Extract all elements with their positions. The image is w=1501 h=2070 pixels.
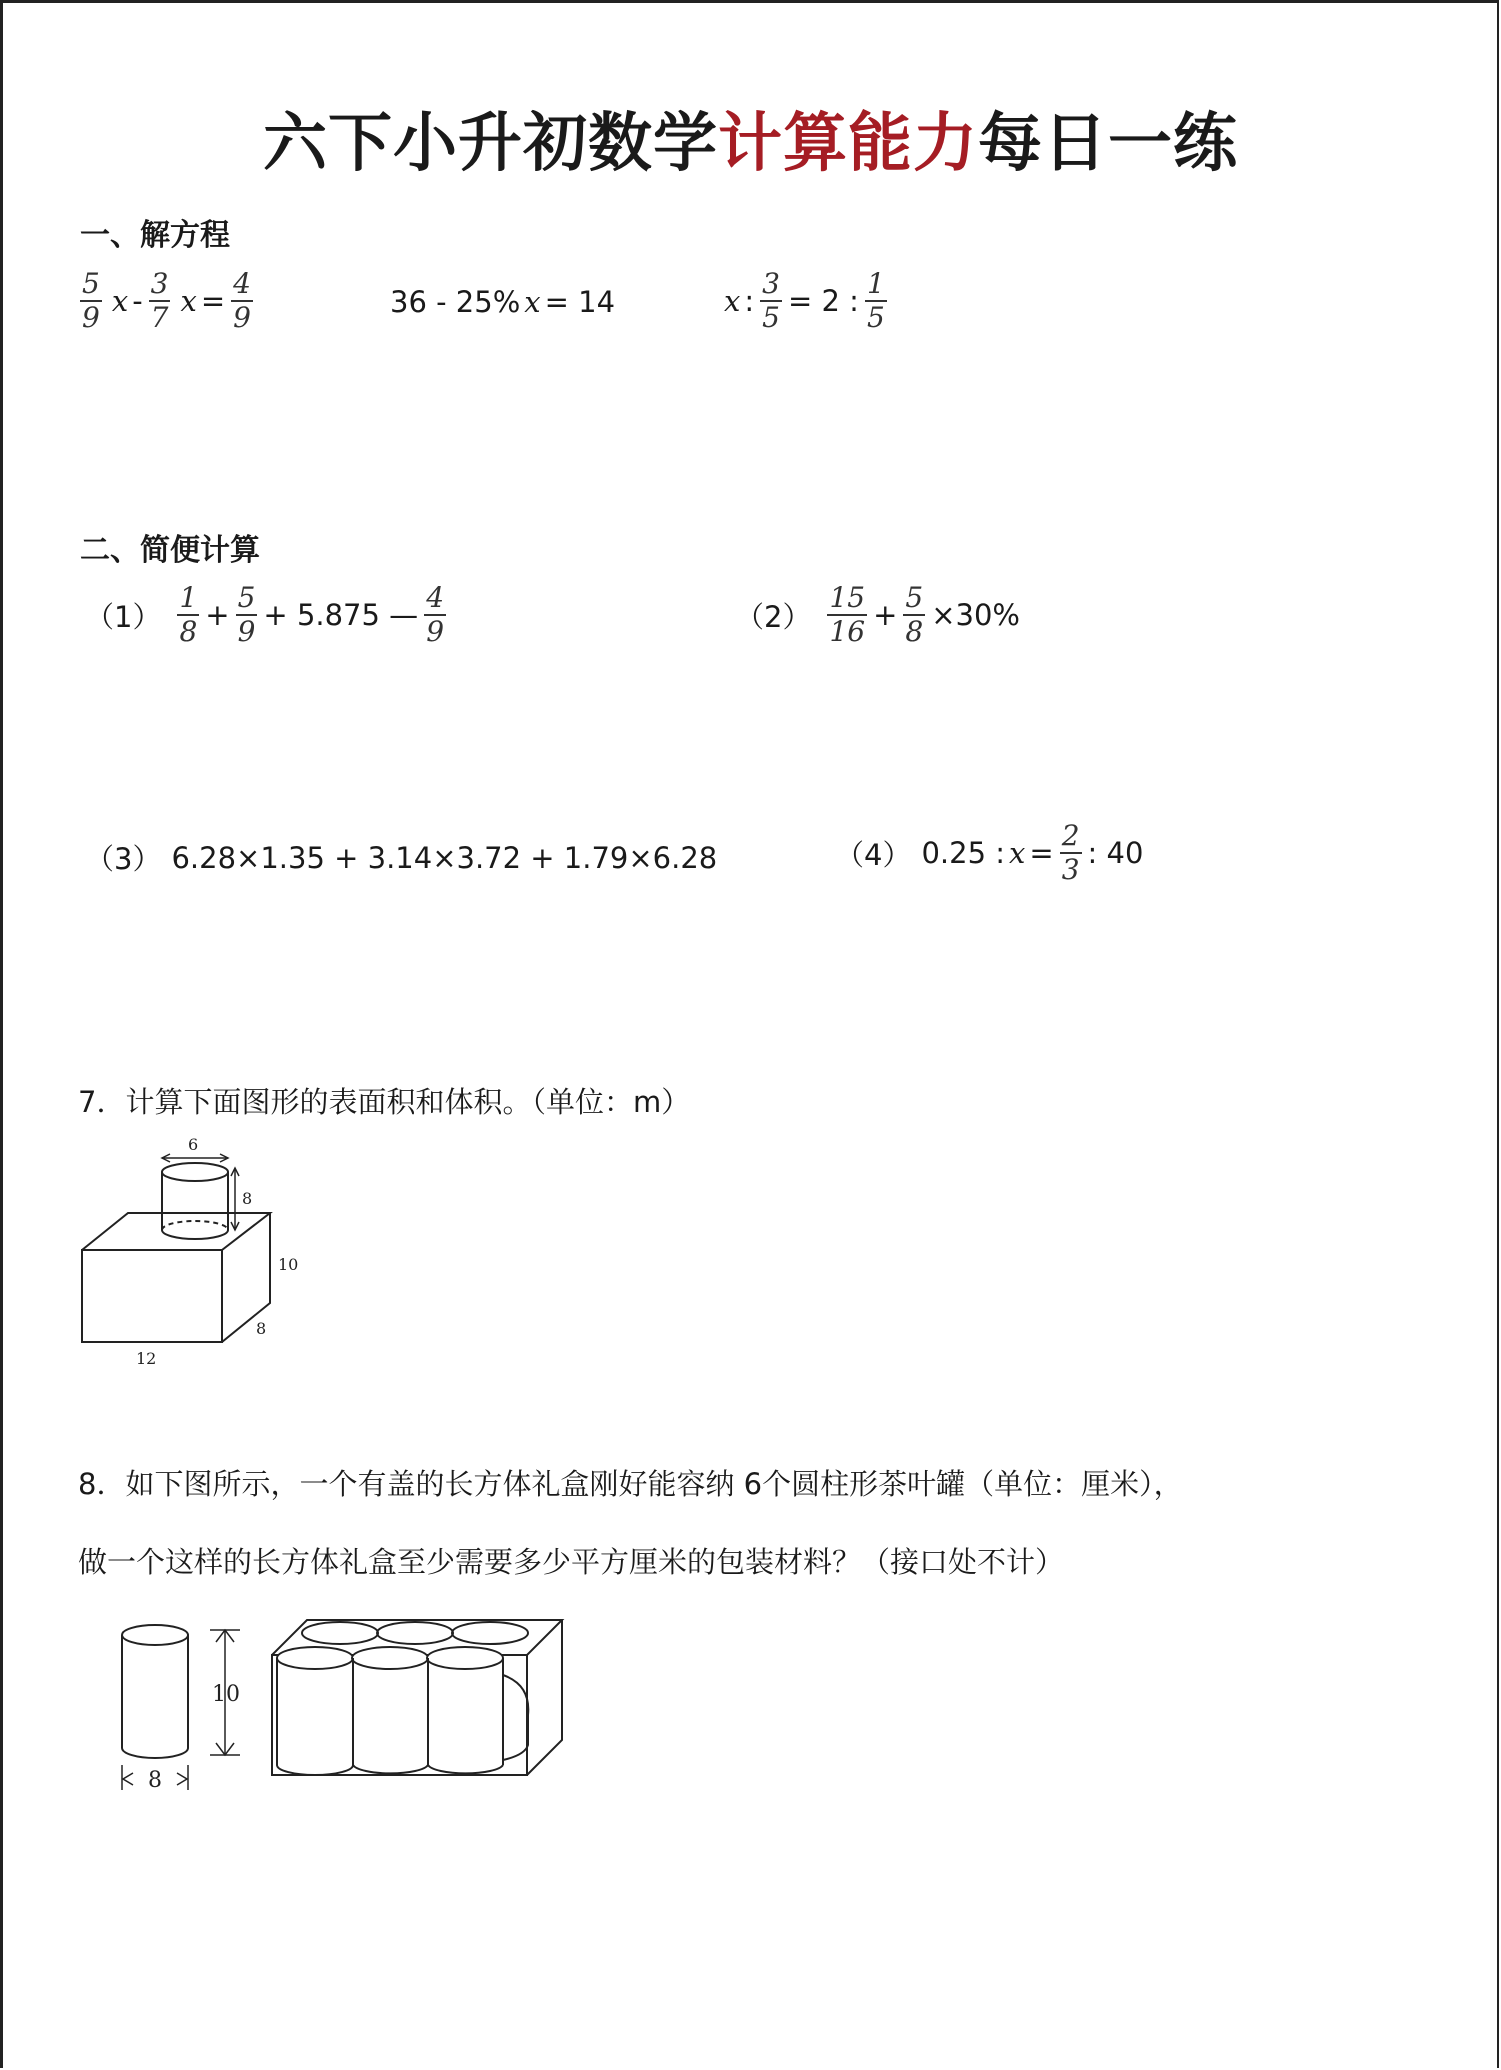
page-title: 六下小升初数学计算能力每日一练 [263,107,1238,181]
tea-cans-figure [95,1615,595,1815]
dim-box-length: 12 [136,1349,157,1368]
fraction: $\frac{15}{16}$ [829,581,866,649]
equation-2: 36 - 25% x = 14 [390,285,616,319]
dim-top-diameter: 6 [188,1135,199,1154]
dim-can-diameter: 8 [148,1768,162,1793]
question-8-line1: 8．如下图所示，一个有盖的长方体礼盒刚好能容纳 6个圆柱形茶叶罐（单位：厘米）， [78,1467,1183,1501]
fraction: $\frac{5}{8}$ [905,581,924,649]
equation-3: x : $\frac{3}{5}$ = 2 : $\frac{1}{5}$ [724,267,885,335]
problem-1: （1） $\frac{1}{8}$ + $\frac{5}{9}$ + 5.875 — $\frac{4}{9}$ [85,581,445,649]
problem-4: （4） 0.25 : x = $\frac{2}{3}$ : 40 [835,819,1144,887]
section-heading-simplify: 二、简便计算 [80,533,260,568]
fraction: $\frac{4}{9}$ [233,267,251,335]
problem-3: （3） 6.28×1.35 + 3.14×3.72 + 1.79×6.28 [85,840,718,876]
dim-box-height: 10 [278,1255,299,1274]
dim-box-width: 8 [256,1319,267,1338]
fraction: $\frac{3}{5}$ [762,267,780,335]
problem-2: （2） $\frac{15}{16}$ + $\frac{5}{8}$ ×30% [735,581,1020,649]
question-7-text: 7．计算下面图形的表面积和体积。（单位：m） [78,1085,691,1119]
fraction: $\frac{5}{9}$ [82,267,100,335]
cuboid-cylinder-figure [70,1120,330,1375]
dim-cylinder-height: 8 [242,1189,253,1208]
fraction: $\frac{3}{7}$ [150,267,169,335]
fraction: $\frac{1}{8}$ [179,581,198,649]
fraction: $\frac{2}{3}$ [1061,819,1080,887]
title-highlight: 计算能力 [718,107,978,181]
dim-can-height: 10 [212,1682,240,1707]
fraction: $\frac{4}{9}$ [426,581,445,649]
fraction: $\frac{5}{9}$ [237,581,256,649]
equation-1: $\frac{5}{9}$ x - $\frac{3}{7}$ x = $\frac{4}{9}$ [82,267,251,335]
question-8-line2: 做一个这样的长方体礼盒至少需要多少平方厘米的包装材料？（接口处不计） [78,1545,1065,1579]
fraction: $\frac{1}{5}$ [866,267,885,335]
section-heading-equations: 一、解方程 [80,218,230,253]
